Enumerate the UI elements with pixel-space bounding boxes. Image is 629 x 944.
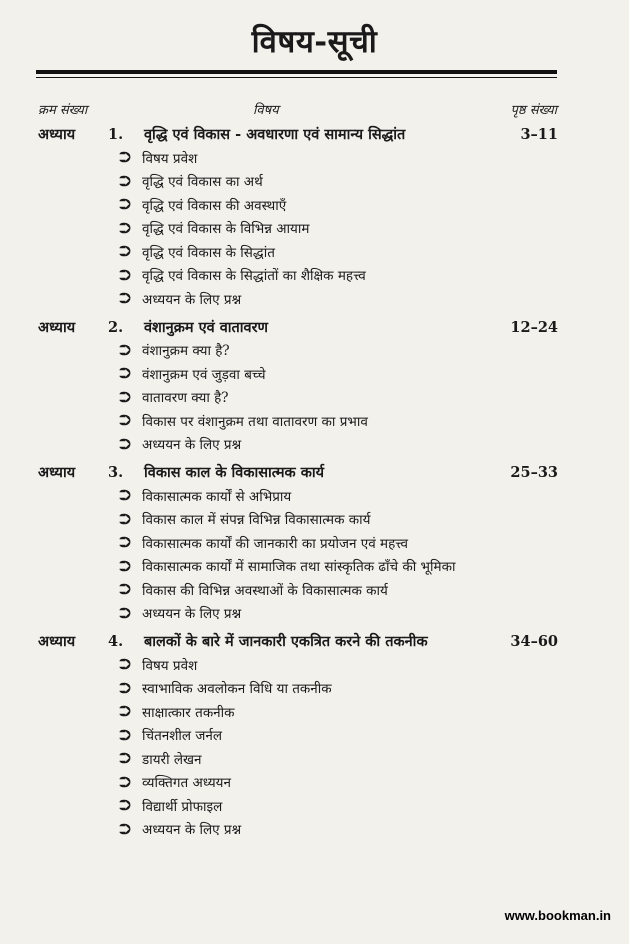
chapter-section xyxy=(38,631,558,847)
topic-text: विद्यार्थी प्रोफाइल xyxy=(142,798,223,815)
chapter-title: वृद्धि एवं विकास - अवधारणा एवं सामान्य सिद्धांत xyxy=(144,126,406,143)
topic-item[interactable] xyxy=(116,193,558,217)
title-rule-thin xyxy=(36,77,557,78)
chapter-pages: 25–33 xyxy=(510,464,558,481)
topic-text: वृद्धि एवं विकास का अर्थ xyxy=(142,174,263,191)
topic-text: विकासात्मक कार्यों की जानकारी का प्रयोजन एवं महत्त्व xyxy=(142,535,409,552)
curved-arrow-right-icon: ⮊ xyxy=(119,218,131,237)
curved-arrow-right-icon: ⮊ xyxy=(119,749,131,768)
curved-arrow-right-icon: ⮊ xyxy=(119,486,131,505)
chapter-pages: 12–24 xyxy=(510,318,558,336)
chapter-label: अध्याय xyxy=(38,126,76,143)
curved-arrow-right-icon: ⮊ xyxy=(119,434,131,453)
curved-arrow-right-icon: ⮊ xyxy=(119,772,131,791)
topic-item[interactable] xyxy=(116,578,558,602)
topic-text: साक्षात्कार तकनीक xyxy=(142,704,235,721)
chapter-heading[interactable] xyxy=(38,317,558,339)
topic-item[interactable] xyxy=(116,409,558,433)
chapter-pages: 3–11 xyxy=(520,126,558,143)
topic-list xyxy=(38,484,558,625)
curved-arrow-right-icon: ⮊ xyxy=(119,148,131,167)
topic-item[interactable] xyxy=(116,508,558,532)
chapter-number: 4. xyxy=(108,633,124,650)
topic-item[interactable] xyxy=(116,217,558,241)
topic-item[interactable] xyxy=(116,484,558,508)
topic-text: विकासात्मक कार्यों में सामाजिक तथा सांस्कृतिक ढाँचे की भूमिका xyxy=(142,559,456,576)
curved-arrow-right-icon: ⮊ xyxy=(119,387,131,406)
topic-item[interactable] xyxy=(116,531,558,555)
page-title: विषय-सूची xyxy=(251,24,378,60)
curved-arrow-right-icon: ⮊ xyxy=(119,411,131,430)
topic-item[interactable] xyxy=(116,287,558,311)
curved-arrow-right-icon: ⮊ xyxy=(119,242,131,261)
topic-text: अध्ययन के लिए प्रश्न xyxy=(142,606,242,623)
chapter-heading[interactable] xyxy=(38,631,558,653)
curved-arrow-right-icon: ⮊ xyxy=(119,819,131,838)
topic-text: विकासात्मक कार्यों से अभिप्राय xyxy=(142,488,292,505)
topic-item[interactable] xyxy=(116,653,558,677)
chapter-heading[interactable] xyxy=(38,462,558,484)
header-serial: क्रम संख्या xyxy=(38,103,88,118)
chapter-section xyxy=(38,317,558,463)
topic-item[interactable] xyxy=(116,724,558,748)
chapter-label: अध्याय xyxy=(38,464,76,481)
curved-arrow-right-icon: ⮊ xyxy=(119,702,131,721)
topic-item[interactable] xyxy=(116,339,558,363)
title-rule-thick xyxy=(36,70,557,74)
topic-text: अध्ययन के लिए प्रश्न xyxy=(142,822,242,839)
chapter-label: अध्याय xyxy=(38,633,76,650)
header-subject: विषय xyxy=(253,103,279,118)
topic-item[interactable] xyxy=(116,818,558,842)
curved-arrow-right-icon: ⮊ xyxy=(119,655,131,674)
chapter-title: बालकों के बारे में जानकारी एकत्रित करने की तकनीक xyxy=(144,633,428,650)
chapter-section xyxy=(38,124,558,317)
website-footer: www.bookman.in xyxy=(504,908,611,923)
header-page: पृष्ठ संख्या xyxy=(510,103,557,118)
topic-text: विकास काल में संपन्न विभिन्न विकासात्मक कार्य xyxy=(142,512,371,529)
topic-list xyxy=(38,653,558,841)
topic-item[interactable] xyxy=(116,362,558,386)
topic-item[interactable] xyxy=(116,747,558,771)
curved-arrow-right-icon: ⮊ xyxy=(119,340,131,359)
topic-list xyxy=(38,339,558,457)
topic-text: व्यक्तिगत अध्ययन xyxy=(142,775,232,792)
curved-arrow-right-icon: ⮊ xyxy=(119,171,131,190)
chapter-number: 3. xyxy=(108,464,124,481)
topic-item[interactable] xyxy=(116,555,558,579)
curved-arrow-right-icon: ⮊ xyxy=(119,580,131,599)
topic-text: वंशानुक्रम एवं जुड़वा बच्चे xyxy=(142,366,266,383)
topic-item[interactable] xyxy=(116,146,558,170)
chapter-heading[interactable] xyxy=(38,124,558,146)
topic-item[interactable] xyxy=(116,602,558,626)
topic-text: विषय प्रवेश xyxy=(142,657,198,674)
topic-item[interactable] xyxy=(116,386,558,410)
curved-arrow-right-icon: ⮊ xyxy=(119,265,131,284)
topic-item[interactable] xyxy=(116,170,558,194)
chapter-title: विकास काल के विकासात्मक कार्य xyxy=(144,464,325,481)
chapter-number: 2. xyxy=(108,318,124,336)
curved-arrow-right-icon: ⮊ xyxy=(119,725,131,744)
chapter-number: 1. xyxy=(108,126,124,143)
topic-text: वृद्धि एवं विकास के सिद्धांतों का शैक्षिक महत्त्व xyxy=(142,268,366,285)
curved-arrow-right-icon: ⮊ xyxy=(119,533,131,552)
chapter-label: अध्याय xyxy=(38,318,76,336)
curved-arrow-right-icon: ⮊ xyxy=(119,509,131,528)
topic-text: अध्ययन के लिए प्रश्न xyxy=(142,291,242,308)
topic-text: डायरी लेखन xyxy=(142,751,202,768)
topic-item[interactable] xyxy=(116,264,558,288)
topic-text: वृद्धि एवं विकास के विभिन्न आयाम xyxy=(142,221,310,238)
curved-arrow-right-icon: ⮊ xyxy=(119,678,131,697)
table-of-contents xyxy=(38,124,558,847)
topic-text: वंशानुक्रम क्या है? xyxy=(142,343,230,360)
topic-text: विकास पर वंशानुक्रम तथा वातावरण का प्रभाव xyxy=(142,413,368,430)
topic-text: विषय प्रवेश xyxy=(142,150,198,167)
topic-item[interactable] xyxy=(116,700,558,724)
topic-text: चिंतनशील जर्नल xyxy=(142,728,223,745)
curved-arrow-right-icon: ⮊ xyxy=(119,289,131,308)
curved-arrow-right-icon: ⮊ xyxy=(119,364,131,383)
chapter-title: वंशानुक्रम एवं वातावरण xyxy=(144,318,269,336)
topic-text: वृद्धि एवं विकास के सिद्धांत xyxy=(142,244,275,261)
topic-item[interactable] xyxy=(116,240,558,264)
topic-text: वृद्धि एवं विकास की अवस्थाएँ xyxy=(142,197,287,214)
curved-arrow-right-icon: ⮊ xyxy=(119,556,131,575)
topic-text: अध्ययन के लिए प्रश्न xyxy=(142,437,242,454)
topic-item[interactable] xyxy=(116,771,558,795)
topic-text: स्वाभाविक अवलोकन विधि या तकनीक xyxy=(142,681,332,698)
topic-text: विकास की विभिन्न अवस्थाओं के विकासात्मक कार्य xyxy=(142,582,388,599)
chapter-section xyxy=(38,462,558,631)
topic-text: वातावरण क्या है? xyxy=(142,390,229,407)
chapter-pages: 34–60 xyxy=(510,633,558,650)
topic-list xyxy=(38,146,558,311)
curved-arrow-right-icon: ⮊ xyxy=(119,796,131,815)
curved-arrow-right-icon: ⮊ xyxy=(119,603,131,622)
topic-item[interactable] xyxy=(116,794,558,818)
topic-item[interactable] xyxy=(116,433,558,457)
topic-item[interactable] xyxy=(116,677,558,701)
curved-arrow-right-icon: ⮊ xyxy=(119,195,131,214)
